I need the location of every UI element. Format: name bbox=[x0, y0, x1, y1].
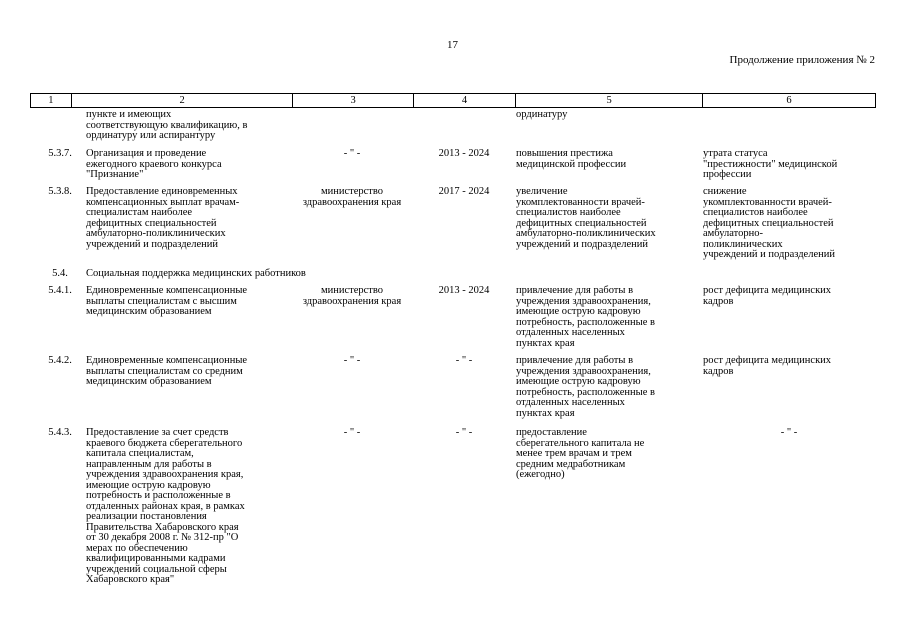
row-result: привлечение для работы в учреждения здравоохранения, имеющие острую кадровую потребность, расположенные в отдаленных населенных пунктах края bbox=[516, 355, 655, 419]
row-consequence: утрата статуса "престижности" медицинской профессии bbox=[703, 148, 838, 180]
row-description: Организация и проведение ежегодного краевого конкурса "Признание" bbox=[86, 148, 222, 180]
row-period: - " - bbox=[455, 427, 473, 438]
row-executor: министерство здравоохранения края bbox=[302, 186, 402, 208]
row-number: 5.4.1. bbox=[48, 285, 72, 296]
page-number: 17 bbox=[447, 39, 458, 51]
row-period: 2017 - 2024 bbox=[438, 186, 490, 197]
row-result: привлечение для работы в учреждения здравоохранения, имеющие острую кадровую потребность, расположенные в отдаленных населенных пунктах края bbox=[516, 285, 655, 349]
row-period: 2013 - 2024 bbox=[438, 148, 490, 159]
row-consequence: рост дефицита медицинских кадров bbox=[703, 355, 832, 377]
header-col-5: 5 bbox=[516, 94, 703, 107]
row-result: ординатуру bbox=[516, 109, 568, 120]
header-col-4: 4 bbox=[414, 94, 516, 107]
row-executor: - " - bbox=[343, 427, 361, 438]
row-description: Предоставление за счет средств краевого бюджета сберегательного капитала специалистам, направленным для работы в учреждения здравоохранения края, имеющие острую кадровую потребность и расположенные в отдаленных районах края, в рамках реализации постановления Правительства Хабаровского края от 30 декабря 2008 г. № 312-пр "О мерах по обеспечению квалифицированными кадрами учреждений социальной сферы Хабаровского края" bbox=[86, 427, 245, 585]
row-result: увеличение укомплектованности врачей- специалистов наиболее дефицитных специальностей амбулаторно-поликлинических учреждений и подразделений bbox=[516, 186, 656, 250]
row-number: 5.3.7. bbox=[48, 148, 72, 159]
row-executor: - " - bbox=[343, 355, 361, 366]
row-executor: министерство здравоохранения края bbox=[302, 285, 402, 307]
row-number: 5.4.2. bbox=[48, 355, 72, 366]
section-title: Социальная поддержка медицинских работников bbox=[86, 268, 306, 279]
row-consequence: - " - bbox=[780, 427, 798, 438]
row-number: 5.4.3. bbox=[48, 427, 72, 438]
header-col-1: 1 bbox=[31, 94, 72, 107]
row-description: пункте и имеющих соответствующую квалификацию, в ординатуру или аспирантуру bbox=[86, 109, 248, 141]
row-description: Единовременные компенсационные выплаты специалистам со средним медицинским образованием bbox=[86, 355, 248, 387]
header-col-6: 6 bbox=[786, 95, 792, 106]
row-period: 2013 - 2024 bbox=[438, 285, 490, 296]
continuation-label: Продолжение приложения № 2 bbox=[729, 54, 875, 66]
row-period: - " - bbox=[455, 355, 473, 366]
section-number: 5.4. bbox=[52, 268, 68, 279]
row-executor: - " - bbox=[343, 148, 361, 159]
row-result: повышения престижа медицинской профессии bbox=[516, 148, 627, 170]
header-col-2: 2 bbox=[72, 94, 294, 107]
table-header bbox=[30, 93, 876, 108]
row-description: Предоставление единовременных компенсационных выплат врачам- специалистам наиболее дефицитных специальностей амбулаторно-поликлинических учреждений и подразделений bbox=[86, 186, 240, 250]
row-consequence: рост дефицита медицинских кадров bbox=[703, 285, 832, 307]
row-number: 5.3.8. bbox=[48, 186, 72, 197]
row-description: Единовременные компенсационные выплаты специалистам с высшим медицинским образованием bbox=[86, 285, 248, 317]
row-consequence: снижение укомплектованности врачей- специалистов наиболее дефицитных специальностей амбулаторно- поликлинических учреждений и подразделений bbox=[703, 186, 835, 260]
header-col-3: 3 bbox=[293, 94, 413, 107]
row-result: предоставление сберегательного капитала не менее трем врачам и трем средним медработникам (ежегодно) bbox=[516, 427, 645, 480]
